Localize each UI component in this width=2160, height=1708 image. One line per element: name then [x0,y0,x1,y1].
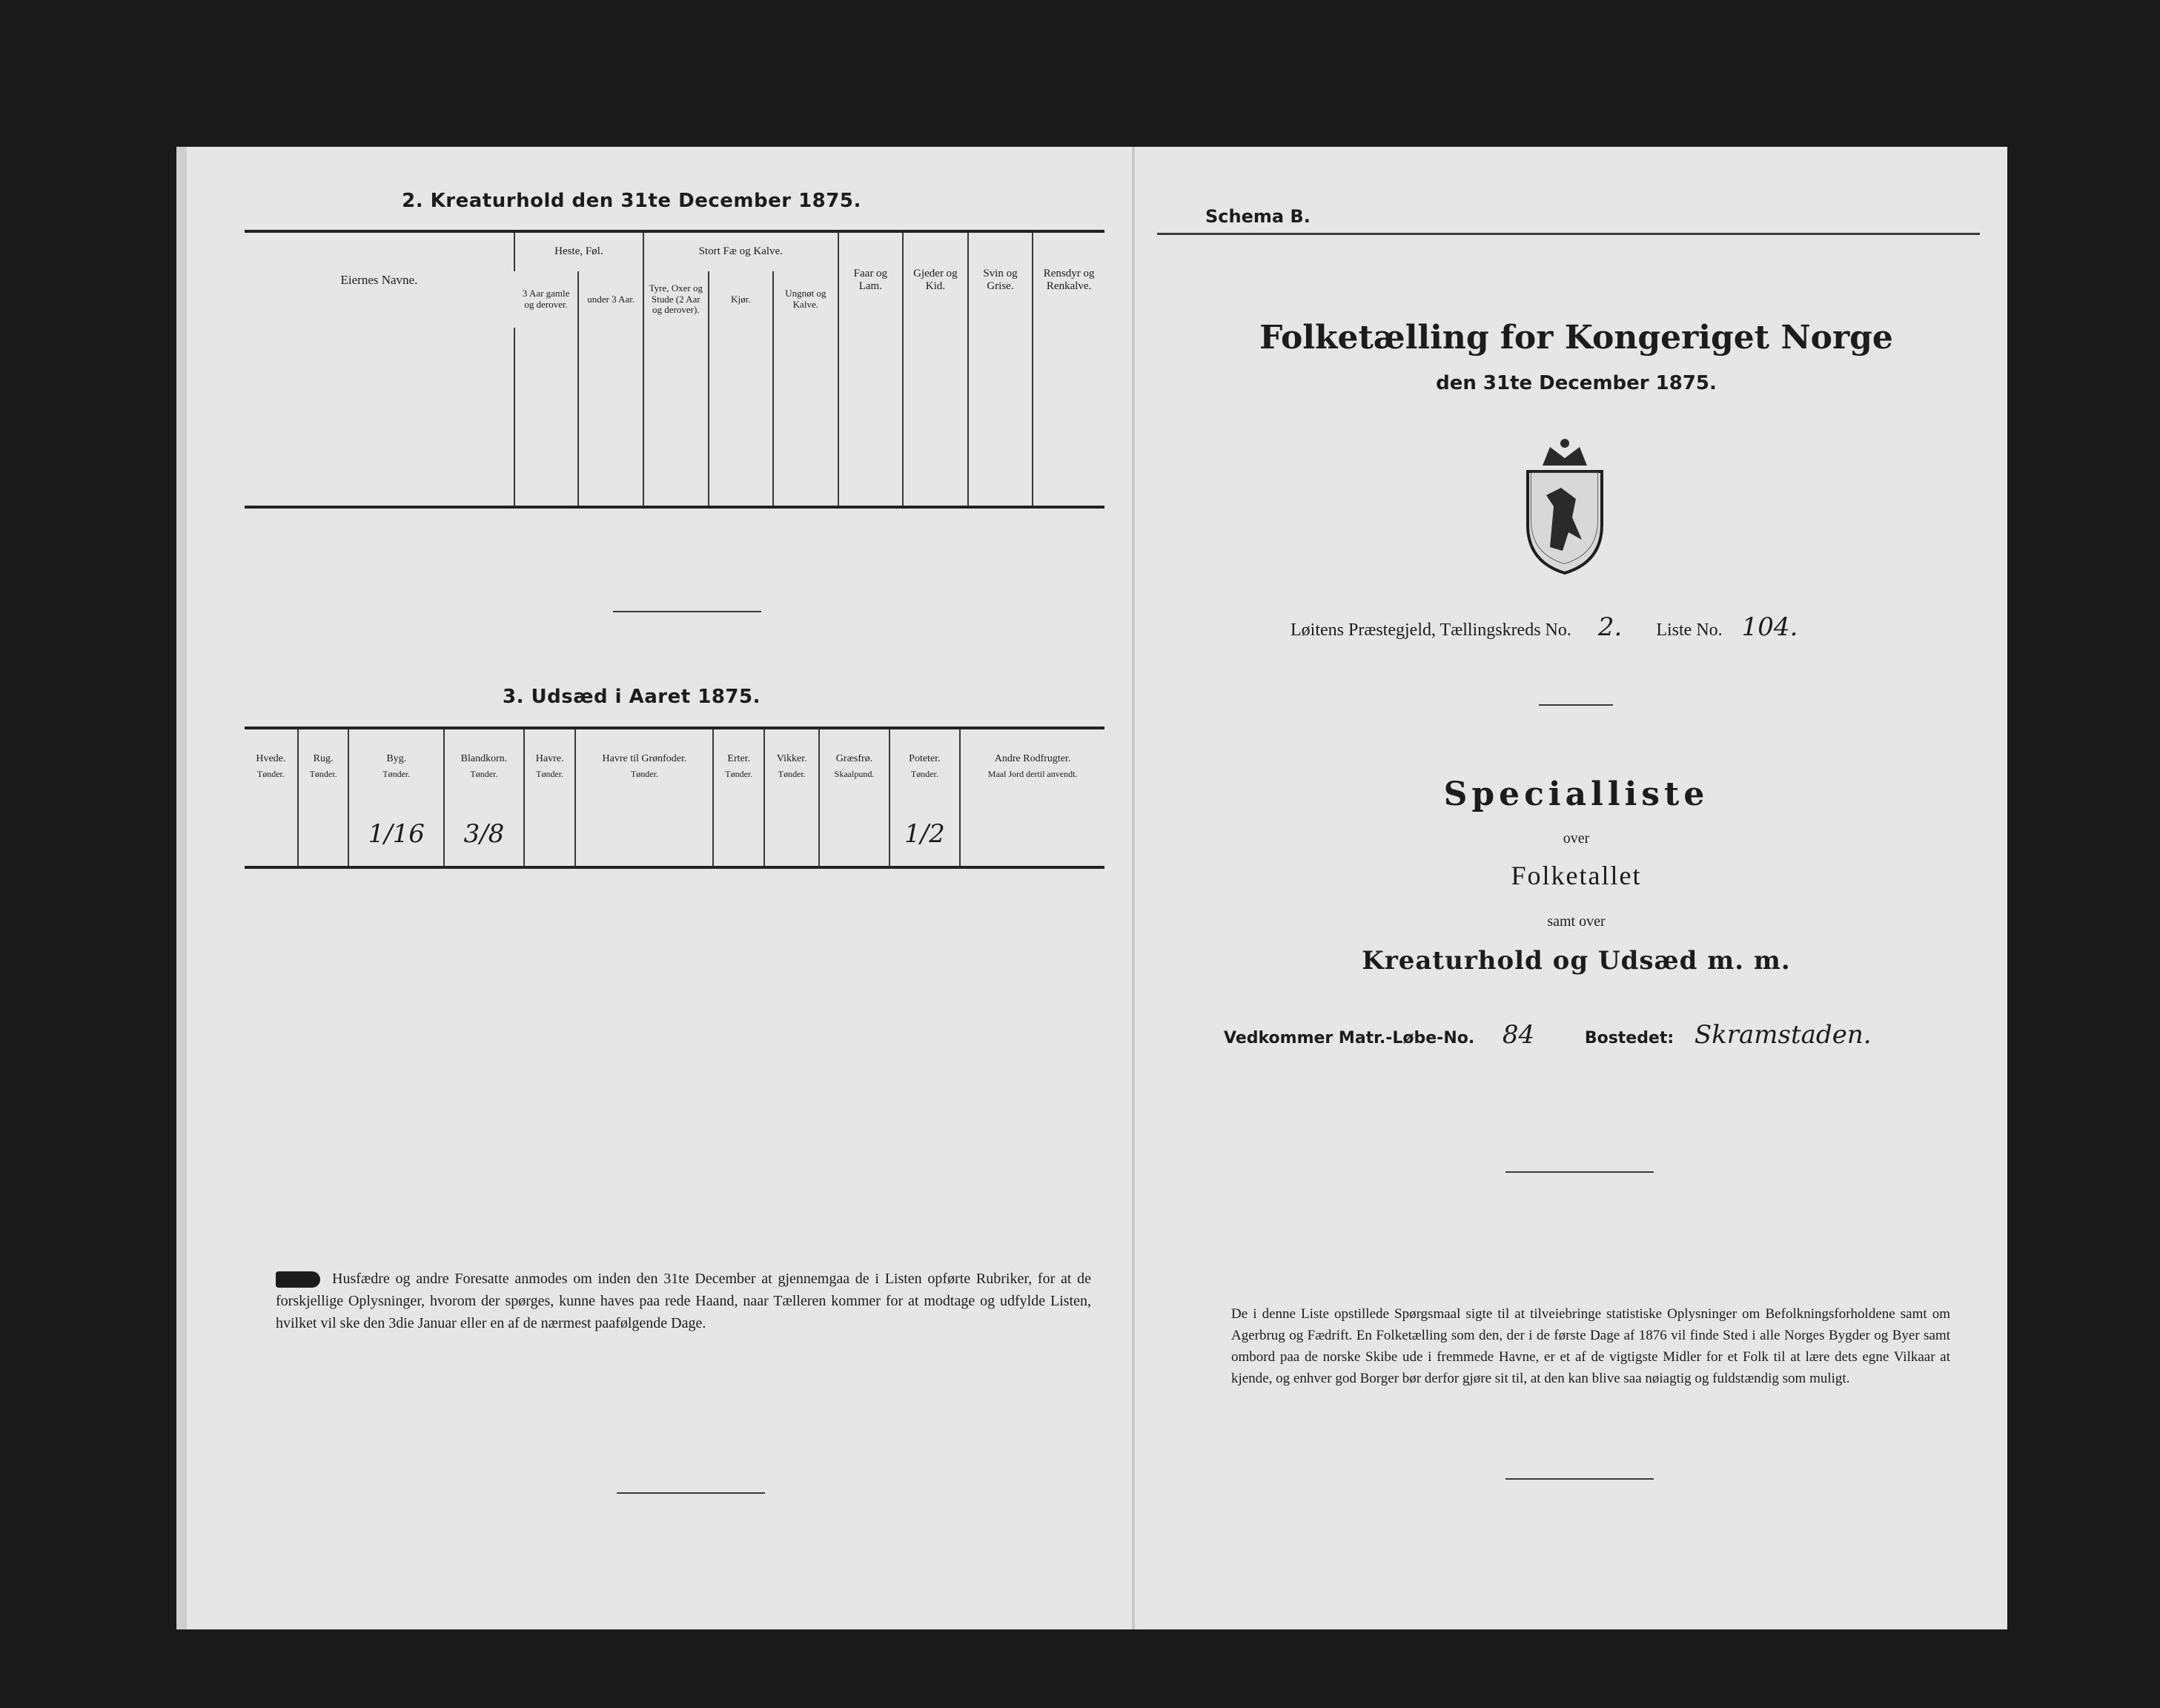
sowing-value: 1/16 [348,804,444,867]
kreatur-text: Kreaturhold og Udsæd m. m. [1362,946,1791,976]
parish-line [1291,612,1958,642]
divider [1505,1171,1654,1173]
samt-over-text: samt over [1547,913,1606,930]
divider [1505,1478,1654,1480]
main-title: Folketælling for Kongeriget Norge [1259,319,1893,357]
schema-label: Schema B. [1205,206,1311,227]
sowing-col-name: Havre. [535,753,564,765]
sowing-table [245,726,1104,869]
sowing-col-5 [575,728,713,804]
col-bulls: Tyre, Oxer og Stude (2 Aar og derover). [643,271,709,328]
col-goats: Gjeder og Kid. [903,231,968,328]
sowing-value: 1/2 [889,804,961,867]
sowing-col-3 [444,728,524,804]
sowing-col-name: Blandkorn. [460,753,508,765]
sowing-col-10 [960,728,1104,804]
sowing-value [298,804,349,867]
col-owner: Eiernes Navne. [245,231,514,328]
col-calves: Ungnøt og Kalve. [773,271,838,328]
sowing-col-2 [348,728,444,804]
matr-no: 84 [1502,1020,1535,1050]
sowing-col-unit: Tønder. [725,769,753,780]
sowing-col-name: Andre Rodfrugter. [994,753,1071,765]
sowing-value [713,804,764,867]
divider [613,611,761,612]
sowing-value [524,804,576,867]
col-pigs: Svin og Grise. [968,231,1033,328]
sowing-col-name: Vikker. [776,753,807,765]
col-cows: Kjør. [709,271,773,328]
section2-title: 2. Kreaturhold den 31te December 1875. [402,190,861,212]
sowing-col-9 [889,728,961,804]
col-horse-young: under 3 Aar. [578,271,643,328]
sowing-col-unit: Tønder. [536,769,564,780]
table-row [245,461,1104,507]
bosted-label: Bostedet: [1584,1029,1674,1047]
divider [617,1492,765,1494]
group-horse: Heste, Føl. [514,231,643,271]
sowing-col-unit: Tønder. [256,769,285,780]
table-row [245,328,1104,372]
col-sheep: Faar og Lam. [838,231,904,328]
sowing-col-name: Erter. [727,753,751,765]
folketallet-text: Folketallet [1511,861,1642,890]
sowing-col-4 [524,728,576,804]
sowing-col-8 [819,728,889,804]
sowing-col-unit: Tønder. [309,769,337,780]
table-row [245,372,1104,417]
notice-text: Husfædre og andre Foresatte anmodes om inden den 31te December at gjennemgaa de i Listen opførte Rubriker, for at de forskjellige Oplysninger, hvorom der spørges, kunne haves paa rede Haand, naar Tælleren kommer for at modtage og udfylde Listen, hvilket vil ske den 3die Januar eller en af de nærmest paafølgende Dage. [276,1271,1091,1331]
sowing-value [960,804,1104,867]
census-sheet [176,147,2007,1629]
sowing-col-0 [245,728,298,804]
sowing-value [575,804,713,867]
section3-title: 3. Udsæd i Aaret 1875. [503,686,761,708]
header-rule [1157,233,1980,235]
sowing-col-name: Hvede. [256,753,286,765]
table-row [245,417,1104,461]
livestock-table [245,230,1104,509]
sowing-col-name: Byg. [386,753,407,765]
list-label: Liste No. [1656,620,1723,640]
col-reindeer: Rensdyr og Renkalve. [1033,231,1104,328]
sowing-col-unit: Tønder. [630,769,658,780]
sowing-col-name: Havre til Grønfoder. [602,753,687,765]
list-no: 104. [1741,612,1798,642]
sowing-col-unit: Tønder. [382,769,411,780]
special-title: Specialliste [1443,775,1709,813]
matr-line [1224,1020,1965,1050]
sowing-col-unit: Skaalpund. [834,769,875,780]
left-page [187,147,1132,1629]
divider [1539,704,1613,706]
right-page [1135,147,2018,1629]
bosted-value: Skramstaden. [1694,1020,1872,1050]
sowing-col-name: Rug. [313,753,334,765]
col-horse-old: 3 Aar gamle og derover. [522,288,570,310]
matr-label: Vedkommer Matr.-Løbe-No. [1224,1029,1475,1047]
sowing-col-unit: Maal Jord dertil anvendt. [987,769,1078,780]
sowing-col-name: Græsfrø. [835,753,873,765]
sowing-value [764,804,819,867]
sowing-col-unit: Tønder. [910,769,938,780]
pointing-hand-icon [276,1271,320,1288]
sowing-value [245,804,298,867]
sowing-col-6 [713,728,764,804]
sowing-col-name: Poteter. [909,753,941,765]
footer-text: De i denne Liste opstillede Spørgsmaal sigte til at tilveiebringe statistiske Oplysninger om Befolkningsforholdene samt om Agerbrug og Fædrift. En Folketælling som den, der i de første Dage af 1876 vil finde Sted i alle Norges Bygder og Byer samt ombord paa de norske Skibe ude i fremmede Havne, er et af de vigtigste Midler for et Folk til at lære dets egne Vilkaar at kjende, og enhver god Borger bør derfor gjøre sit til, at den kan blive saa nøiagtig og fuldstændig som muligt. [1231,1306,1950,1386]
sowing-col-unit: Tønder. [778,769,806,780]
sowing-value: 3/8 [444,804,524,867]
sowing-col-7 [764,728,819,804]
census-date: den 31te December 1875. [1436,372,1717,394]
sowing-col-unit: Tønder. [470,769,498,780]
sowing-col-1 [298,728,349,804]
district-no: 2. [1597,612,1623,642]
group-cattle: Stort Fæ og Kalve. [643,231,838,271]
sowing-value [819,804,889,867]
coat-of-arms-icon [1517,436,1613,577]
parish-label: Løitens Præstegjeld, Tællingskreds No. [1291,620,1571,640]
over-text: over [1563,830,1590,847]
